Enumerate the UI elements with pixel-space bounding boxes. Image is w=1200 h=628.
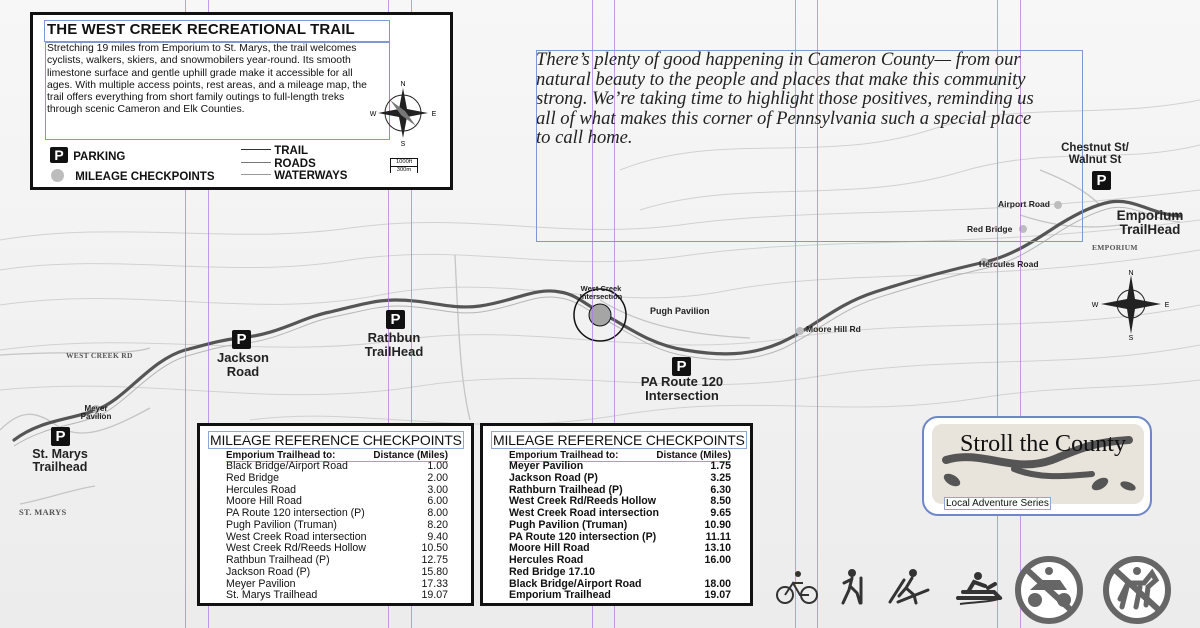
mileage-checkpoint bbox=[796, 327, 804, 335]
mileage-table-right-title: MILEAGE REFERENCE CHECKPOINTS bbox=[493, 432, 745, 448]
stroll-the-county-logo bbox=[922, 416, 1152, 516]
checkpoint-miles: 8.20 bbox=[427, 518, 448, 531]
checkpoint-miles bbox=[697, 567, 731, 579]
mileage-table-right-head: Emporium Trailhead to: Distance (Miles) bbox=[509, 450, 731, 461]
hiking-icon bbox=[836, 568, 868, 606]
checkpoint-name: Rathbun Trailhead (P) bbox=[226, 554, 330, 566]
checkpoint-name: West Creek Road intersection bbox=[226, 530, 367, 543]
checkpoint-miles: 9.65 bbox=[710, 507, 731, 519]
stroll-subtitle: Local Adventure Series bbox=[946, 498, 1049, 509]
west-creek-road-label: WEST CREEK RD bbox=[66, 351, 133, 360]
checkpoint-name: Rathburn Trailhead (P) bbox=[509, 483, 623, 496]
biking-icon bbox=[775, 568, 819, 606]
legend-waterways: WATERWAYS bbox=[241, 170, 347, 183]
compass-s: S bbox=[1128, 335, 1134, 340]
st-marys-trailhead-label: St. Marys Trailhead bbox=[32, 447, 88, 475]
legend-roads: ROADS bbox=[241, 158, 347, 171]
checkpoint-name: PA Route 120 intersection (P) bbox=[226, 507, 365, 519]
checkpoint-miles: 8.50 bbox=[710, 495, 731, 508]
checkpoint-name: PA Route 120 intersection (P) bbox=[509, 530, 657, 543]
road-swatch bbox=[241, 162, 271, 163]
mileage-row bbox=[509, 567, 731, 579]
checkpoint-name: Jackson Road (P) bbox=[509, 471, 598, 484]
emporium-town-label: EMPORIUM bbox=[1092, 243, 1138, 252]
checkpoint-miles: 12.75 bbox=[421, 554, 448, 566]
checkpoint-miles: 10.90 bbox=[704, 518, 731, 531]
checkpoint-miles: 9.40 bbox=[427, 530, 448, 543]
mileage-table-right-rows bbox=[509, 461, 731, 602]
checkpoint-miles: 6.30 bbox=[710, 483, 731, 496]
checkpoint-label: MILEAGE CHECKPOINTS bbox=[75, 171, 215, 183]
checkpoint-name: Meyer Pavilion bbox=[226, 577, 296, 590]
red-bridge-label: Red Bridge bbox=[967, 224, 1013, 234]
parking-icon-jackson: P bbox=[232, 330, 251, 349]
parking-icon-rathbun: P bbox=[386, 310, 405, 329]
mileage-row bbox=[226, 508, 448, 520]
checkpoint-name: St. Marys Trailhead bbox=[226, 589, 318, 602]
checkpoint-miles: 1.00 bbox=[427, 460, 448, 472]
checkpoint-name: Red Bridge bbox=[226, 471, 279, 484]
checkpoint-miles: 19.07 bbox=[704, 589, 731, 602]
compass-n: N bbox=[1128, 270, 1134, 277]
trail-legend bbox=[30, 12, 453, 190]
mileage-table-left-head: Emporium Trailhead to: Distance (Miles) bbox=[226, 450, 448, 461]
mileage-table-left bbox=[197, 423, 474, 606]
checkpoint-name: Black Bridge/Airport Road bbox=[509, 577, 642, 590]
checkpoint-miles: 17.33 bbox=[421, 577, 448, 590]
legend-checkpoints bbox=[51, 169, 215, 183]
selection-frame bbox=[44, 20, 390, 42]
mileage-row bbox=[226, 461, 448, 473]
rathbun-trailhead-label: Rathbun TrailHead bbox=[364, 330, 424, 359]
checkpoint-miles: 18.00 bbox=[704, 577, 731, 590]
chestnut-street-label: Chestnut St/ Walnut St bbox=[1061, 142, 1129, 167]
checkpoint-miles: 6.00 bbox=[427, 495, 448, 508]
checkpoint-miles: 2.00 bbox=[427, 471, 448, 484]
snowmobile-icon bbox=[950, 568, 1008, 606]
trail-swatch bbox=[241, 149, 271, 150]
checkpoint-name: West Creek Rd/Reeds Hollow bbox=[509, 495, 656, 508]
checkpoint-miles: 11.11 bbox=[705, 530, 731, 543]
mileage-row bbox=[509, 590, 731, 602]
compass-s: S bbox=[400, 141, 406, 146]
selection-frame bbox=[536, 50, 1083, 242]
checkpoint-miles: 19.07 bbox=[421, 589, 448, 602]
mileage-row bbox=[226, 520, 448, 532]
checkpoint-miles: 3.25 bbox=[710, 471, 731, 484]
mileage-row bbox=[509, 473, 731, 485]
pa-route-120-label: PA Route 120 Intersection bbox=[640, 374, 724, 403]
mileage-row bbox=[226, 555, 448, 567]
compass-n: N bbox=[400, 81, 406, 88]
checkpoint-icon bbox=[51, 169, 64, 182]
checkpoint-miles: 3.00 bbox=[427, 483, 448, 496]
map-scale: 1000ft 300m bbox=[390, 158, 418, 173]
west-creek-intersection-label: West Creek Intersection bbox=[579, 284, 623, 301]
checkpoint-name: Hercules Road bbox=[226, 483, 297, 496]
mileage-row bbox=[509, 555, 731, 567]
compass-rose-icon bbox=[370, 80, 436, 146]
mileage-table-left-title: MILEAGE REFERENCE CHECKPOINTS bbox=[210, 432, 462, 448]
checkpoint-name: Moore Hill Road bbox=[509, 542, 590, 555]
checkpoint-name: West Creek Rd/Reeds Hollow bbox=[226, 542, 366, 555]
selection-frame bbox=[45, 42, 390, 140]
checkpoint-name: West Creek Road intersection bbox=[509, 507, 659, 519]
tree-branch-logo-icon bbox=[932, 424, 1144, 506]
compass-e: E bbox=[1164, 302, 1170, 309]
mileage-row bbox=[226, 473, 448, 485]
mileage-row bbox=[226, 590, 448, 602]
checkpoint-name: Pugh Pavilion (Truman) bbox=[226, 518, 337, 531]
jackson-road-label: Jackson Road bbox=[216, 350, 270, 379]
checkpoint-name: Emporium Trailhead bbox=[509, 589, 611, 602]
legend-line-types bbox=[241, 145, 347, 183]
parking-icon-chestnut: P bbox=[1092, 171, 1111, 190]
checkpoint-miles: 10.50 bbox=[421, 542, 448, 555]
parking-icon: P bbox=[50, 147, 68, 163]
compass-w: W bbox=[370, 111, 377, 118]
legend-title: THE WEST CREEK RECREATIONAL TRAIL bbox=[47, 21, 355, 38]
meyer-pavilion-label: Meyer Pavilion bbox=[80, 404, 112, 422]
checkpoint-name: Meyer Pavilion bbox=[509, 460, 584, 472]
checkpoint-name: Moore Hill Road bbox=[226, 495, 302, 508]
checkpoint-miles: 1.75 bbox=[710, 460, 731, 472]
checkpoint-name: Black Bridge/Airport Road bbox=[226, 460, 348, 472]
waterway-swatch bbox=[241, 174, 271, 175]
compass-w: W bbox=[1091, 302, 1099, 309]
mileage-row bbox=[509, 520, 731, 532]
no-horse-icon bbox=[1098, 555, 1176, 625]
compass-rose-icon bbox=[1091, 268, 1171, 340]
parking-label: PARKING bbox=[73, 151, 126, 163]
mileage-table-right bbox=[480, 423, 753, 606]
stroll-logo-wordmark: Stroll the County bbox=[960, 431, 1126, 457]
compass-e: E bbox=[431, 111, 436, 118]
emporium-trailhead-label: Emporium TrailHead bbox=[1116, 208, 1184, 238]
pugh-pavilion-label: Pugh Pavilion bbox=[650, 306, 710, 316]
checkpoint-miles: 13.10 bbox=[704, 542, 731, 555]
skiing-icon bbox=[886, 568, 932, 606]
moore-hill-road-label: Moore Hill Rd bbox=[806, 324, 861, 334]
parking-icon-pa120: P bbox=[672, 357, 691, 376]
mileage-row bbox=[509, 461, 731, 473]
hercules-road-label: Hercules Road bbox=[979, 259, 1039, 269]
checkpoint-name: Hercules Road bbox=[509, 554, 584, 566]
legend-trail: TRAIL bbox=[241, 145, 347, 158]
mileage-row bbox=[226, 567, 448, 579]
checkpoint-name: Pugh Pavilion (Truman) bbox=[509, 518, 628, 531]
no-atv-icon bbox=[1010, 555, 1088, 625]
legend-description: Stretching 19 miles from Emporium to St. Marys, the trail welcomes cyclists, walkers, skiers, and snowmobilers year-round. Its smooth limestone surface and gentle uphill grade make it accessible for all ages. With multiple access points, rest areas, and a mileage map, the trail offers everything from short family outings to full-length treks through scenic Cameron and Elk Counties. bbox=[47, 43, 367, 116]
airport-road-label: Airport Road bbox=[998, 199, 1050, 209]
mileage-table-left-rows bbox=[226, 461, 448, 602]
checkpoint-name: Jackson Road (P) bbox=[226, 565, 311, 578]
checkpoint-name: Red Bridge 17.10 bbox=[509, 565, 595, 578]
mileage-row bbox=[509, 508, 731, 520]
st-marys-town-label: ST. MARYS bbox=[19, 507, 67, 517]
parking-icon-st-marys: P bbox=[51, 427, 70, 446]
checkpoint-miles: 15.80 bbox=[421, 565, 448, 578]
checkpoint-miles: 16.00 bbox=[704, 554, 731, 566]
legend-parking bbox=[50, 147, 125, 163]
community-quote: There’s plenty of good happening in Cameron County— from our natural beauty to the people and places that make this community strong. We’re taking time to highlight those positives, reminding us all of what makes this corner of Pennsylvania such a special place to call home. bbox=[536, 49, 1034, 149]
checkpoint-miles: 8.00 bbox=[427, 507, 448, 519]
